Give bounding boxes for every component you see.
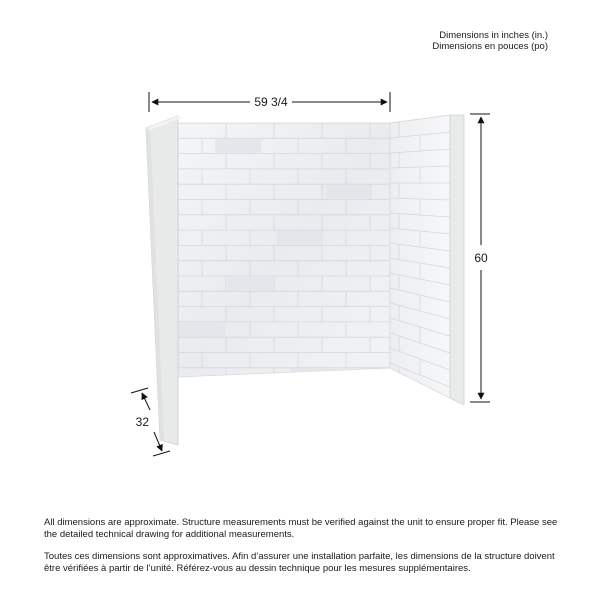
depth-label: 32 (135, 415, 149, 429)
back-wall-panel (178, 123, 390, 383)
disclaimer-notes (44, 517, 564, 585)
disclaimer-french: Toutes ces dimensions sont approximatives. Afin d’assurer une installation parfaite, les dimensions de la structure doivent être vérifiées à partir de l’unité. Référez-vous au dessin technique pour les mesures supplémentaires. (44, 551, 555, 574)
units-english: Dimensions in inches (in.) (439, 30, 548, 41)
units-french: Dimensions en pouces (po) (432, 41, 548, 52)
left-side-wall-panel (146, 116, 182, 445)
height-label: 60 (474, 251, 488, 265)
height-dimension (470, 114, 490, 402)
disclaimer-english: All dimensions are approximate. Structure measurements must be verified against the unit to ensure proper fit. Please see the detailed technical drawing for additional measurements. (44, 517, 558, 540)
width-label: 59 3/4 (254, 95, 288, 109)
right-panel-edge (450, 115, 464, 405)
width-dimension (149, 92, 390, 112)
right-side-wall-panel (390, 115, 464, 439)
